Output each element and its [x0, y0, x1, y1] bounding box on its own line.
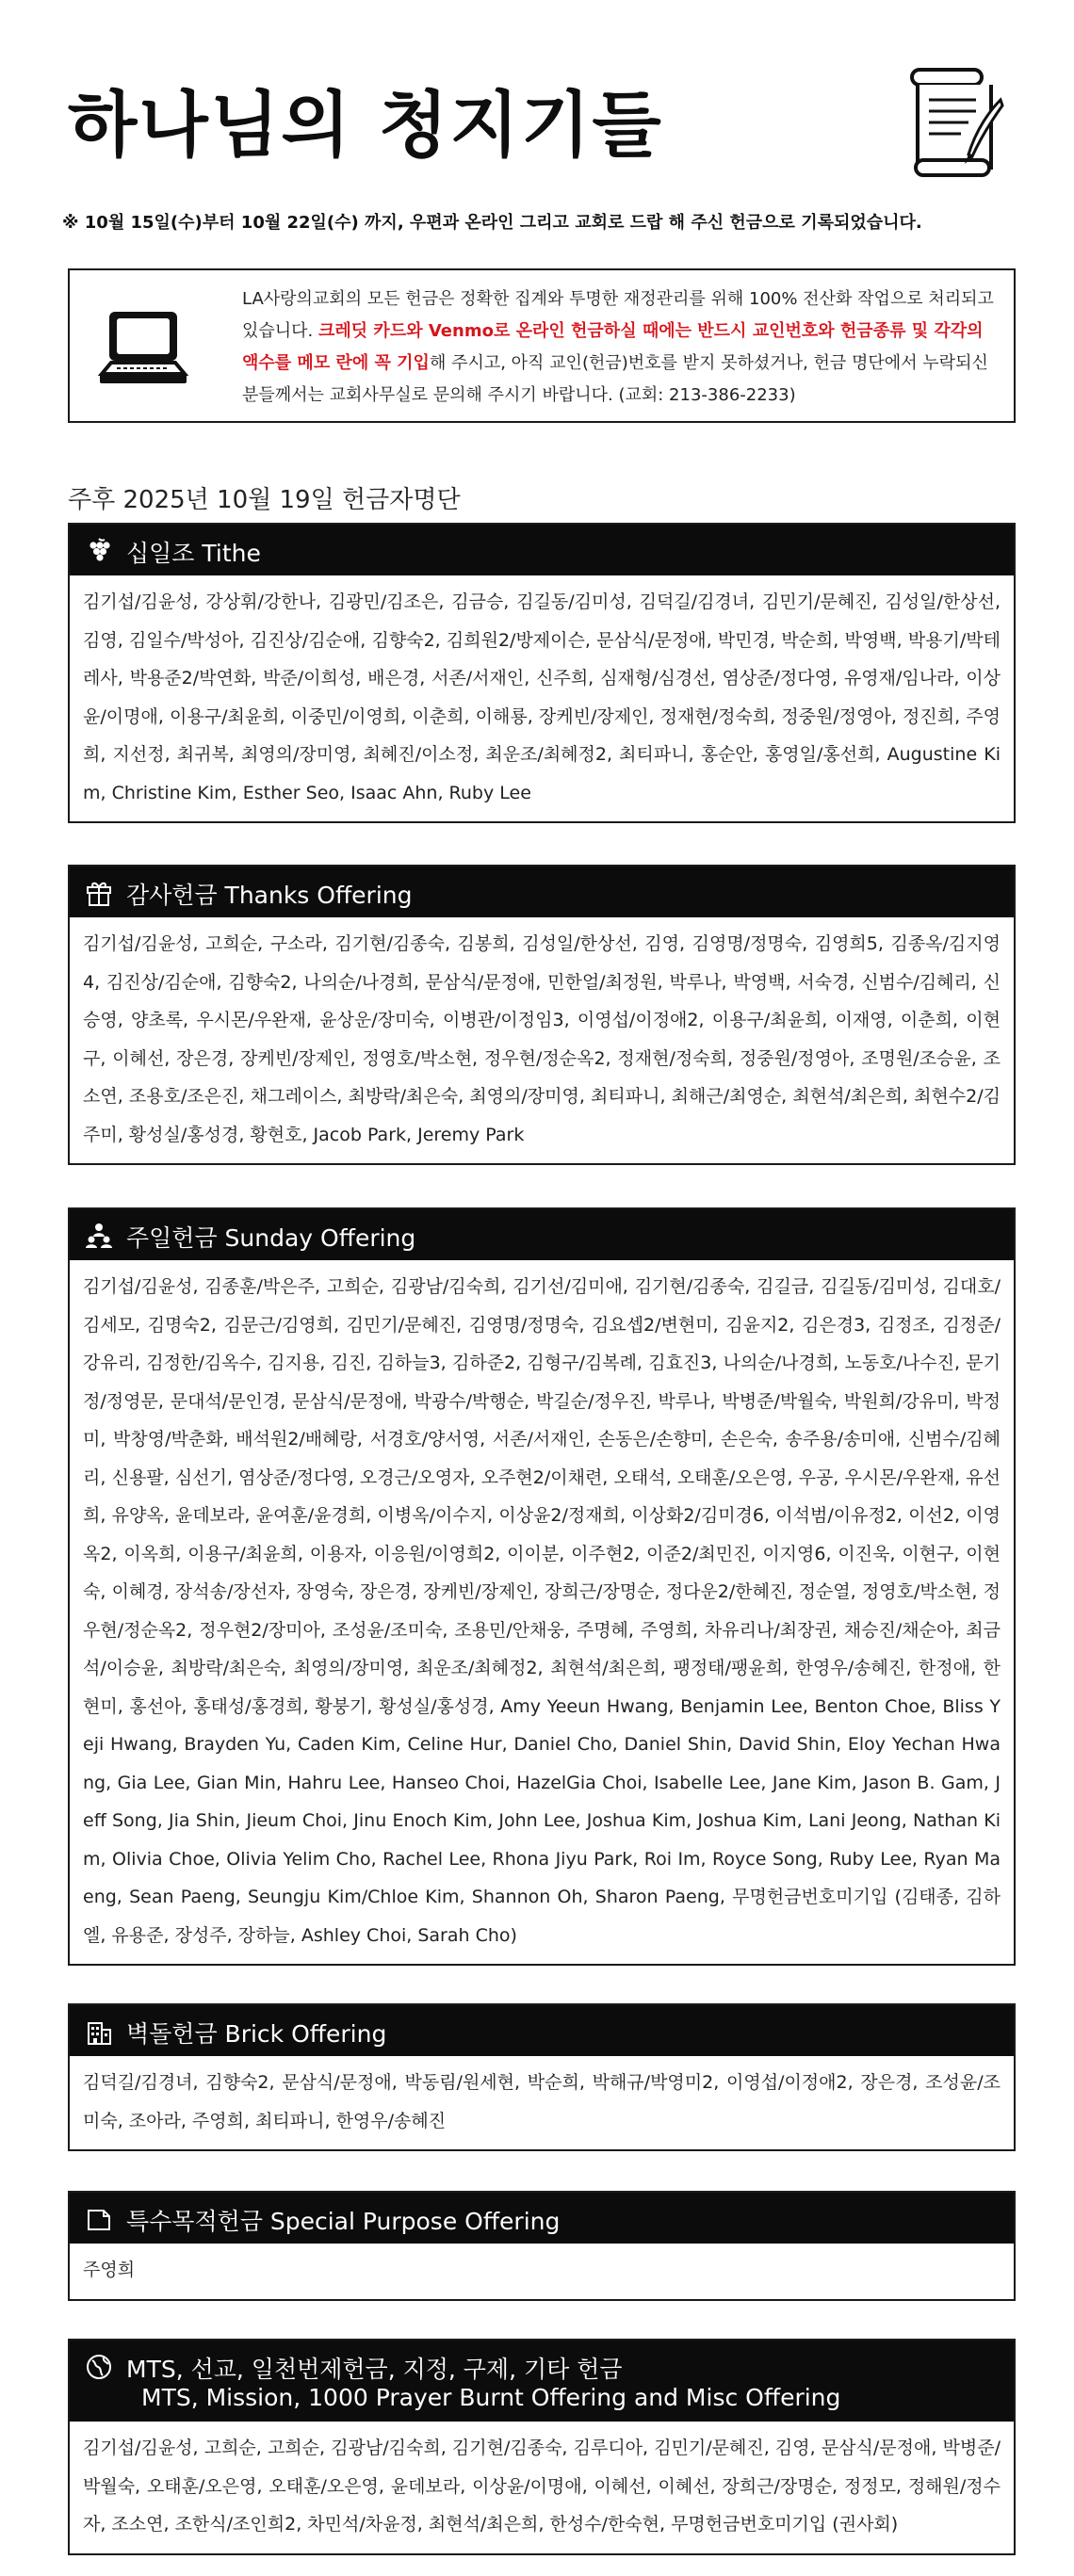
date-line: 주후 2025년 10월 19일 헌금자명단: [68, 486, 461, 514]
section-header: [70, 2341, 1014, 2422]
period-notice: ※ 10월 15일(수)부터 10월 22일(수) 까지, 우편과 온라인 그리고 교회로 드랍 해 주신 헌금으로 기록되었습니다.: [62, 213, 922, 233]
info-text-end: 해 주시고, 아직 교인(헌금)번호를 받지 못하셨거나, 헌금 명단에서 누락되신 분들께서는 교회사무실로 문의해 주시기 바랍니다. (교회: 213-386-2233): [242, 353, 988, 405]
section-tithe: [68, 523, 1016, 823]
page-title: 하나님의 청지기들: [68, 83, 663, 167]
section-mts: [68, 2339, 1016, 2555]
globe-icon: [85, 2353, 113, 2381]
gift-icon: [85, 879, 113, 907]
name-list: 김덕길/김경녀, 김향숙2, 문삼식/문정애, 박동림/원세현, 박순희, 박해규/박영미2, 이영섭/이정애2, 장은경, 조성윤/조미숙, 조아라, 주영희, 최티파니, 한영우/송혜진: [83, 2072, 1001, 2131]
name-list: 김기섭/김윤성, 고희순, 구소라, 김기현/김종숙, 김봉희, 김성일/한상선, 김영, 김영명/정명숙, 김영희5, 김종옥/김지영4, 김진상/김순애, 김향숙2, 나의순/나경희, 문삼식/문정애, 민한얼/최정원, 박루나, 박영백, 서숙경, 신범수/김혜리, 신승영, 양초록, 우시몬/우완재, 윤상운/장미숙, 이병관/이정임3, 이영섭/이정애2, 이용구/최윤희, 이재영, 이춘희, 이현구, 이혜선, 장은경, 장케빈/장제인, 정영호/박소현, 정우현/정순옥2, 정재현/정숙희, 정중원/정영아, 조명원/조승윤, 조소연, 조용호/조은진, 채그레이스, 최방락/최은숙, 최영의/장미영, 최티파니, 최해근/최영순, 최현석/최은희, 최현수2/김주미, 황성실/홍성경, 황현호, Jacob Park, Jeremy Park: [83, 933, 1001, 1145]
section-header: [70, 2005, 1014, 2056]
name-list: 김기섭/김윤성, 고희순, 고희순, 김광남/김숙희, 김기현/김종숙, 김루디아, 김민기/문혜진, 김영, 문삼식/문정애, 박병준/박월숙, 오태훈/오은영, 오태훈/오은영, 윤데보라, 이상윤/이명애, 이혜선, 이혜선, 장희근/장명순, 정정모, 정해원/정수자, 조소연, 조한식/조인희2, 차민석/차윤정, 최현석/최은희, 한성수/한숙현, 무명헌금번호미기입 (권사회): [83, 2438, 1001, 2535]
info-box: [68, 268, 1016, 423]
name-list: 주영희: [83, 2260, 136, 2280]
info-text-red: 크레딧 카드와 Venmo로 온라인 헌금하실 때에는 반드시 교인번호와 헌금종류 및 각각의 액수를 메모 란에 꼭 기입: [242, 321, 984, 373]
section-sunday: [68, 1207, 1016, 1966]
section-brick: [68, 2003, 1016, 2151]
section-title: 감사헌금 Thanks Offering: [126, 882, 413, 909]
section-header: [70, 2193, 1014, 2244]
section-special: [68, 2191, 1016, 2301]
section-title: 벽돌헌금 Brick Offering: [126, 2020, 387, 2048]
info-text: [242, 284, 1005, 412]
info-text-start: LA사랑의교회의 모든 헌금은 정확한 집계와 투명한 재정관리를 위해 100% 전산화 작업으로 처리되고 있습니다.: [242, 289, 994, 341]
scroll-quill-icon: [903, 62, 1004, 181]
section-title: MTS, 선교, 일천번제헌금, 지정, 구제, 기타 헌금: [126, 2356, 623, 2383]
people-icon: [85, 1222, 113, 1250]
folder-icon: [85, 2205, 113, 2233]
building-icon: [85, 2017, 113, 2046]
name-list: 김기섭/김윤성, 김종훈/박은주, 고희순, 김광남/김숙희, 김기선/김미애, 김기현/김종숙, 김길금, 김길동/김미성, 김대호/김세모, 김명숙2, 김문근/김영희, 김민기/문혜진, 김영명/정명숙, 김요셉2/변현미, 김윤지2, 김은경3, 김정조, 김정준/강유리, 김정한/김옥수, 김지용, 김진, 김하늘3, 김하준2, 김형구/김복례, 김효진3, 나의순/나경희, 노동호/나수진, 문기정/정영문, 문대석/문인경, 문삼식/문정애, 박광수/박행순, 박길순/정우진, 박루나, 박병준/박월숙, 박원희/강유미, 박정미, 박창영/박춘화, 배석원2/배혜랑, 서경호/양서영, 서존/서재인, 손동은/손향미, 손은숙, 송주용/송미애, 신범수/김혜리, 신용팔, 심선기, 염상준/정다영, 오경근/오영자, 오주현2/이채련, 오태석, 오태훈/오은영, 우공, 우시몬/우완재, 유선희, 유양옥, 윤데보라, 윤여훈/윤경희, 이병옥/이수지, 이상윤2/정재희, 이상화2/김미경6, 이석범/이유정2, 이선2, 이영옥2, 이옥희, 이용구/최윤희, 이용자, 이응원/이영희2, 이이분, 이주현2, 이준2/최민진, 이지영6, 이진욱, 이현구, 이현숙, 이혜경, 장석송/장선자, 장영숙, 장은경, 장케빈/장제인, 장희근/장명순, 정다운2/한혜진, 정순열, 정영호/박소현, 정우현/정순옥2, 정우현2/장미아, 조성윤/조미숙, 조용민/안채웅, 주명혜, 주영희, 차유리나/최장권, 채승진/채순아, 최금석/이승윤, 최방락/최은숙, 최영의/장미영, 최운조/최혜정2, 최현석/최은희, 팽정태/팽윤희, 한영우/송혜진, 한정애, 한현미, 홍선아, 홍태성/홍경희, 황붕기, 황성실/홍성경, Amy Yeeun Hwang, Benjamin Lee, Benton Choe, Bliss Yeji Hwang, Brayden Yu, Caden Kim, Celine Hur, Daniel Cho, Daniel Shin, David Shin, Eloy Yechan Hwang, Gia Lee, Gian Min, Hahru Lee, Hanseo Choi, HazelGia Choi, Isabelle Lee, Jane Kim, Jason B. Gam, Jeff Song, Jia Shin, Jieum Choi, Jinu Enoch Kim, John Lee, Joshua Kim, Joshua Kim, Lani Jeong, Nathan Kim, Olivia Choe, Olivia Yelim Cho, Rachel Lee, Rhona Jiyu Park, Roi Im, Royce Song, Ruby Lee, Ryan Maeng, Sean Paeng, Seungju Kim/Chloe Kim, Shannon Oh, Sharon Paeng, 무명헌금번호미기입 (김태종, 김하엘, 유용준, 장성주, 장하늘, Ashley Choi, Sarah Cho): [83, 1276, 1001, 1946]
name-list: 김기섭/김윤성, 강상휘/강한나, 김광민/김조은, 김금승, 김길동/김미성, 김덕길/김경녀, 김민기/문혜진, 김성일/한상선, 김영, 김일수/박성아, 김진상/김순애, 김향숙2, 김희원2/방제이슨, 문삼식/문정애, 박민경, 박순희, 박영백, 박용기/박테레사, 박용준2/박연화, 박준/이희성, 배은경, 서존/서재인, 신주희, 심재형/심경선, 염상준/정다영, 유영재/임나라, 이상윤/이명애, 이용구/최윤희, 이중민/이영희, 이춘희, 이해룡, 장케빈/장제인, 정재현/정숙희, 정중원/정영아, 정진희, 주영희, 지선정, 최귀복, 최영의/장미영, 최혜진/이소정, 최운조/최혜정2, 최티파니, 홍순안, 홍영일/홍선희, Augustine Kim, Christine Kim, Esther Seo, Isaac Ahn, Ruby Lee: [83, 591, 1001, 803]
section-header: [70, 1209, 1014, 1260]
section-title: 특수목적헌금 Special Purpose Offering: [126, 2208, 561, 2235]
section-header: [70, 525, 1014, 575]
computer-icon: [96, 304, 190, 398]
grapes-icon: [85, 537, 113, 565]
section-title: 십일조 Tithe: [126, 540, 261, 567]
section-thanks: [68, 865, 1016, 1165]
section-subtitle: MTS, Mission, 1000 Prayer Burnt Offering and Misc Offering: [141, 2384, 841, 2411]
section-title: 주일헌금 Sunday Offering: [126, 1224, 416, 1252]
section-header: [70, 867, 1014, 917]
